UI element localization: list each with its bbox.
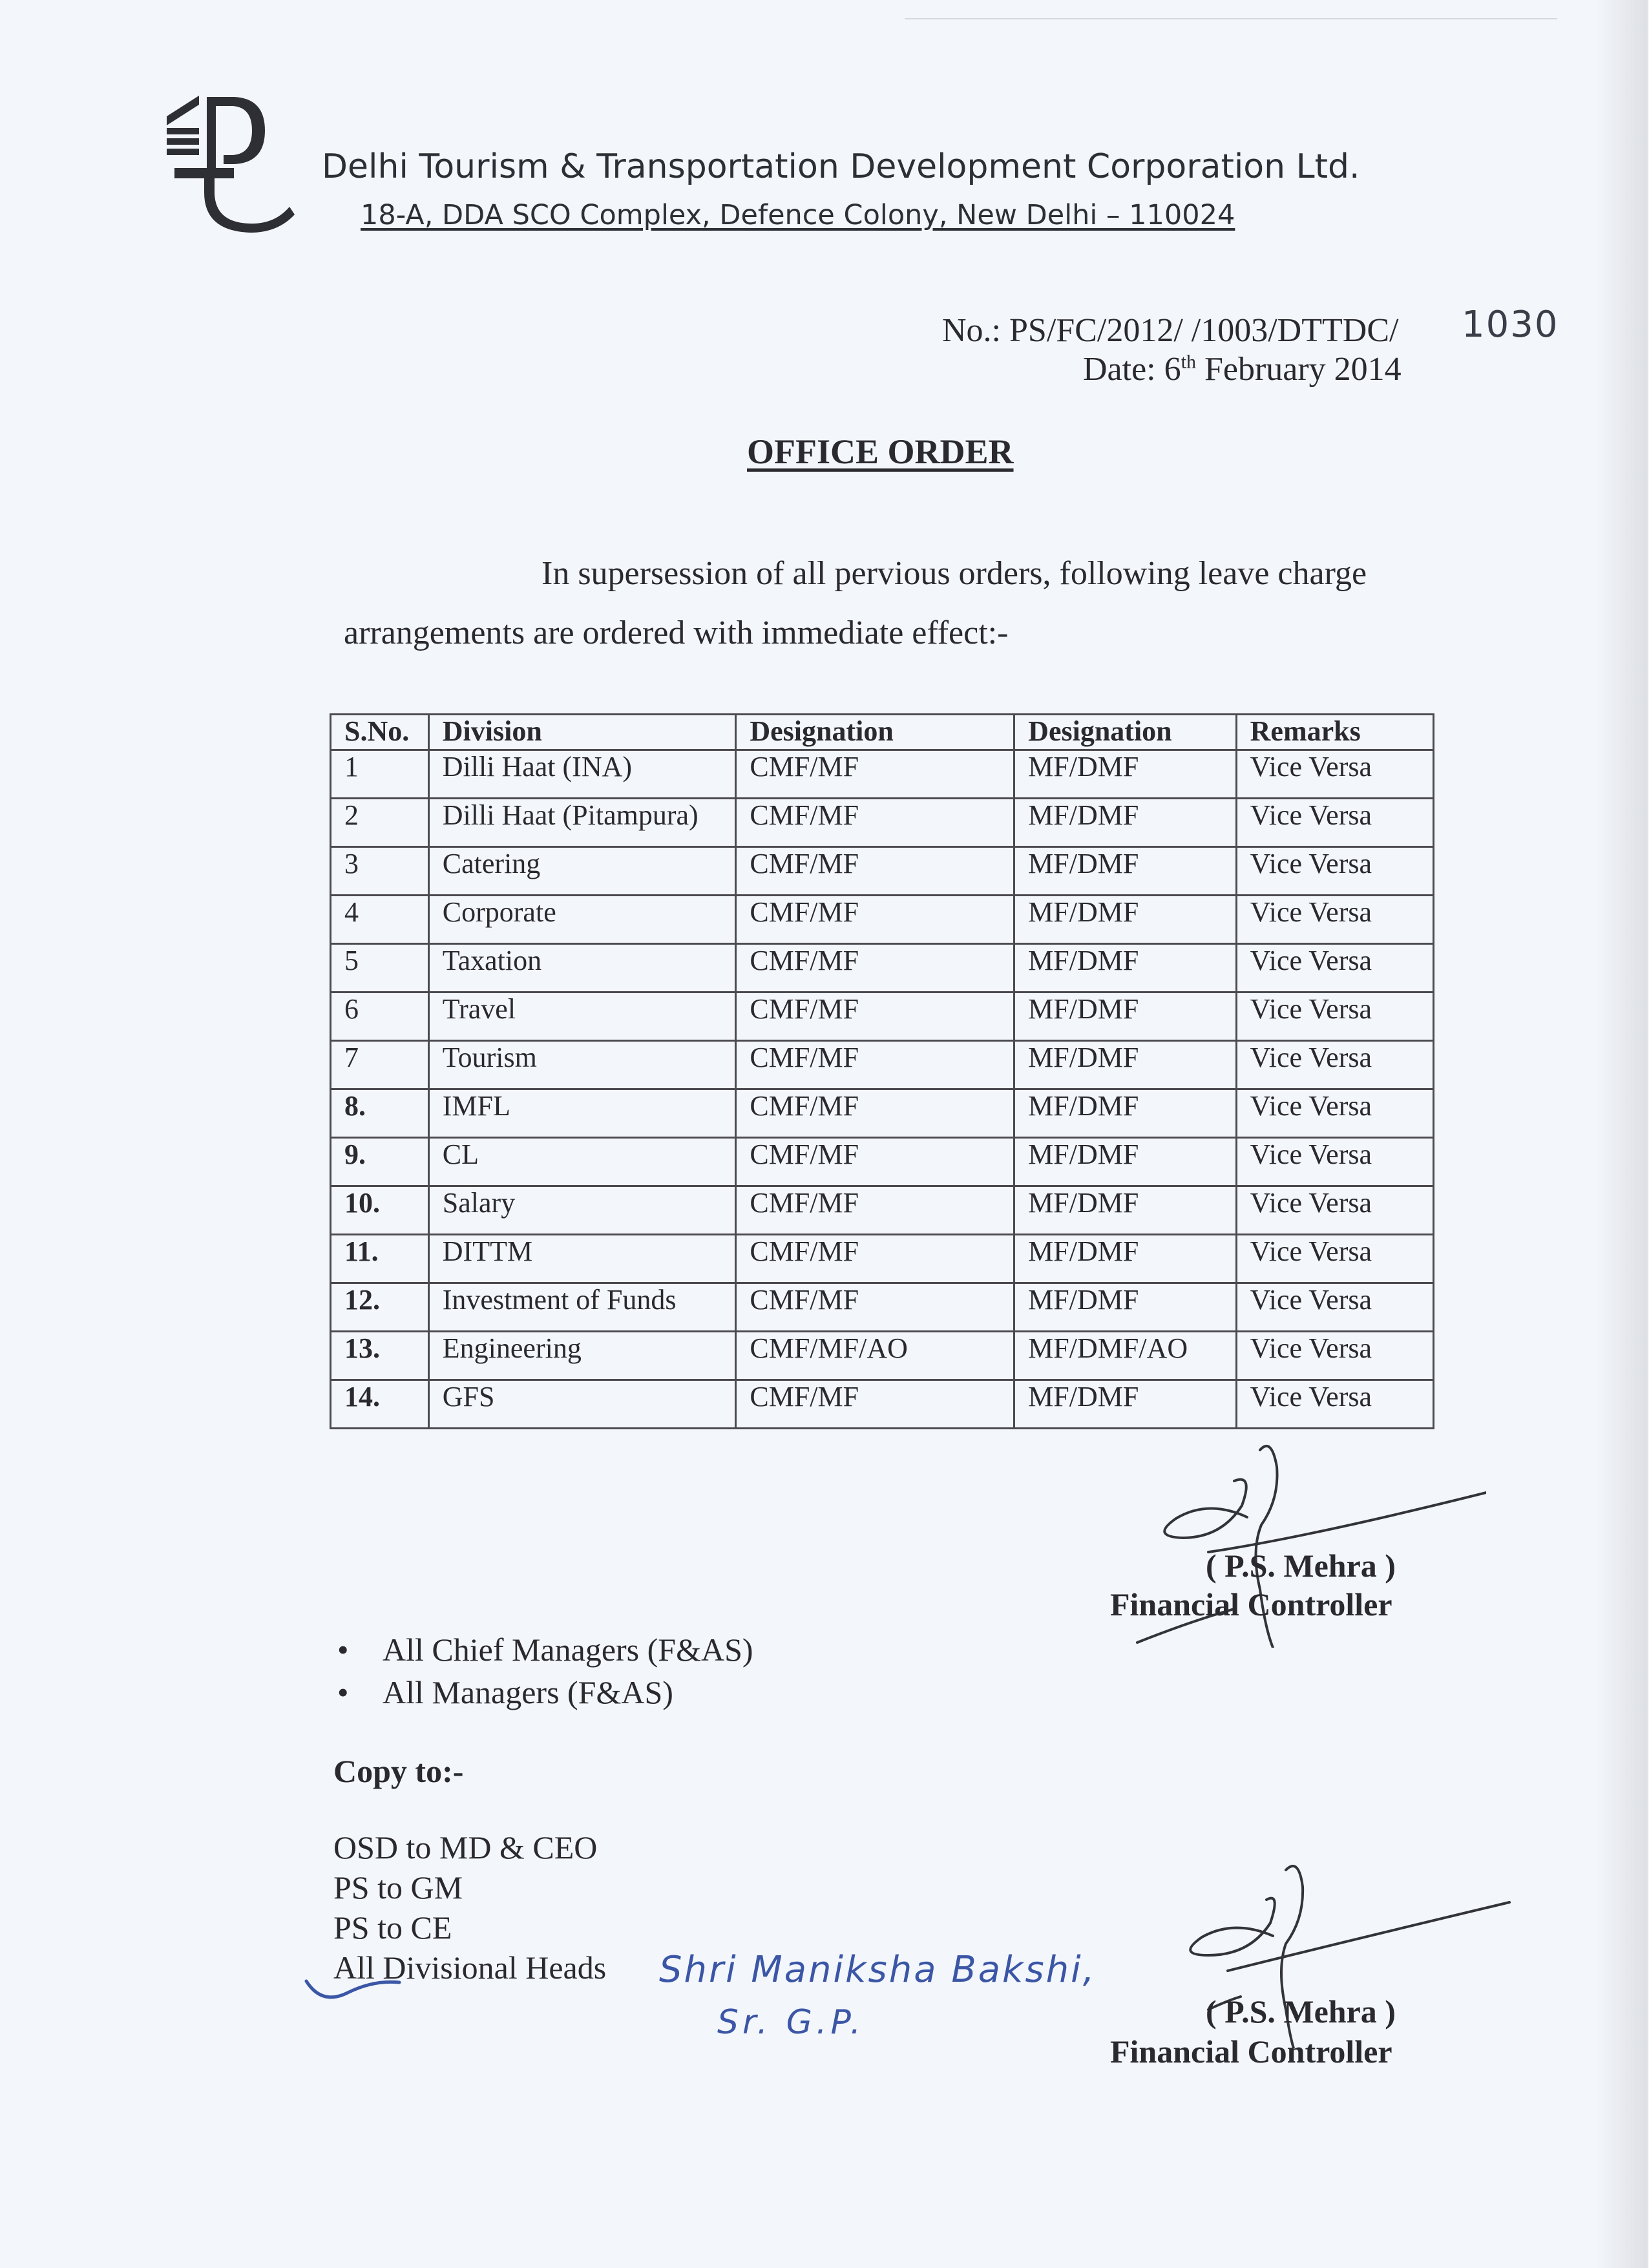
cell-division: Salary [428, 1186, 736, 1235]
cell-sno: 10. [331, 1186, 429, 1235]
cell-division: Corporate [428, 896, 736, 944]
copy-to-item: PS to CE [333, 1909, 452, 1946]
organization-address: 18-A, DDA SCO Complex, Defence Colony, New Delhi – 110024 [361, 199, 1235, 231]
cell-designation-to: MF/DMF [1014, 992, 1236, 1041]
cell-remarks: Vice Versa [1236, 1186, 1433, 1235]
cell-division: Engineering [428, 1332, 736, 1380]
date-rest: February 2014 [1195, 351, 1402, 388]
cell-remarks: Vice Versa [1236, 992, 1433, 1041]
cell-designation-from: CMF/MF [736, 896, 1014, 944]
cell-sno: 11. [331, 1235, 429, 1283]
cell-designation-to: MF/DMF [1014, 1089, 1236, 1138]
cell-remarks: Vice Versa [1236, 896, 1433, 944]
cell-division: Investment of Funds [428, 1283, 736, 1332]
signatory-role: Financial Controller [1110, 1586, 1392, 1622]
table-row [331, 1283, 1434, 1332]
signatory-name-2: ( P.S. Mehra ) [1206, 1993, 1396, 2030]
cell-division: Tourism [428, 1041, 736, 1089]
cell-designation-from: CMF/MF/AO [736, 1332, 1014, 1380]
table-row [331, 992, 1434, 1041]
cell-designation-to: MF/DMF [1014, 1041, 1236, 1089]
cell-remarks: Vice Versa [1236, 1138, 1433, 1186]
cell-division: Taxation [428, 944, 736, 992]
cell-designation-to: MF/DMF [1014, 1380, 1236, 1429]
cell-designation-from: CMF/MF [736, 799, 1014, 847]
cell-designation-from: CMF/MF [736, 1186, 1014, 1235]
table-header-row [331, 715, 1434, 750]
page-top-rule [905, 18, 1557, 19]
header-designation-from: Designation [736, 715, 1014, 750]
cell-designation-from: CMF/MF [736, 1235, 1014, 1283]
cell-designation-to: MF/DMF [1014, 1138, 1236, 1186]
cell-division: CL [428, 1138, 736, 1186]
cell-sno: 9. [331, 1138, 429, 1186]
cell-remarks: Vice Versa [1236, 1380, 1433, 1429]
table-row [331, 944, 1434, 992]
distribution-list [331, 1628, 753, 1714]
body-line-1: In supersession of all pervious orders, following leave charge [541, 555, 1367, 592]
organization-name: Delhi Tourism & Transportation Development Corporation Ltd. [322, 147, 1360, 186]
cell-designation-from: CMF/MF [736, 750, 1014, 799]
leave-charge-table [330, 713, 1434, 1429]
cell-designation-from: CMF/MF [736, 1380, 1014, 1429]
cell-division: Travel [428, 992, 736, 1041]
table-row [331, 1041, 1434, 1089]
cell-designation-from: CMF/MF [736, 1138, 1014, 1186]
table-row [331, 847, 1434, 896]
pen-strike-mark [302, 1967, 406, 2012]
cell-remarks: Vice Versa [1236, 1041, 1433, 1089]
document-title: OFFICE ORDER [747, 432, 1014, 471]
distribution-text: All Chief Managers (F&AS) [383, 1632, 753, 1668]
handwritten-note-name: Shri Maniksha Bakshi, [659, 1949, 1097, 1991]
cell-designation-from: CMF/MF [736, 1089, 1014, 1138]
copy-to-list [333, 1827, 606, 1988]
cell-designation-to: MF/DMF [1014, 896, 1236, 944]
copy-to-label: Copy to:- [333, 1753, 464, 1789]
cell-designation-to: MF/DMF [1014, 1186, 1236, 1235]
header-division: Division [428, 715, 736, 750]
cell-remarks: Vice Versa [1236, 1235, 1433, 1283]
cell-designation-to: MF/DMF/AO [1014, 1332, 1236, 1380]
cell-sno: 13. [331, 1332, 429, 1380]
cell-remarks: Vice Versa [1236, 1283, 1433, 1332]
copy-to-item: OSD to MD & CEO [333, 1829, 598, 1865]
date-prefix: Date: 6 [1083, 351, 1181, 388]
cell-remarks: Vice Versa [1236, 799, 1433, 847]
cell-designation-from: CMF/MF [736, 847, 1014, 896]
cell-sno: 4 [331, 896, 429, 944]
cell-division: IMFL [428, 1089, 736, 1138]
cell-designation-to: MF/DMF [1014, 1283, 1236, 1332]
table-row [331, 1089, 1434, 1138]
table-row [331, 1138, 1434, 1186]
cell-designation-to: MF/DMF [1014, 944, 1236, 992]
scan-shadow [1596, 0, 1648, 2268]
cell-sno: 14. [331, 1380, 429, 1429]
cell-designation-from: CMF/MF [736, 944, 1014, 992]
cell-designation-to: MF/DMF [1014, 799, 1236, 847]
cell-sno: 3 [331, 847, 429, 896]
reference-number: No.: PS/FC/2012/ /1003/DTTDC/ [942, 312, 1399, 349]
cell-sno: 2 [331, 799, 429, 847]
bullet: • [337, 1674, 349, 1710]
cell-designation-to: MF/DMF [1014, 1235, 1236, 1283]
cell-designation-from: CMF/MF [736, 1041, 1014, 1089]
table-row [331, 1235, 1434, 1283]
signatory-name: ( P.S. Mehra ) [1206, 1548, 1396, 1584]
cell-division: GFS [428, 1380, 736, 1429]
table-row [331, 750, 1434, 799]
header-designation-to: Designation [1014, 715, 1236, 750]
distribution-item [331, 1628, 753, 1671]
cell-designation-to: MF/DMF [1014, 847, 1236, 896]
reference-handwritten-suffix: 1030 [1462, 304, 1559, 346]
cell-remarks: Vice Versa [1236, 847, 1433, 896]
copy-to-item: All Divisional Heads [333, 1949, 607, 1986]
copy-to-item: PS to GM [333, 1869, 463, 1906]
cell-designation-from: CMF/MF [736, 1283, 1014, 1332]
cell-designation-to: MF/DMF [1014, 750, 1236, 799]
cell-sno: 6 [331, 992, 429, 1041]
cell-sno: 5 [331, 944, 429, 992]
header-sno: S.No. [331, 715, 429, 750]
cell-designation-from: CMF/MF [736, 992, 1014, 1041]
order-date [1083, 350, 1402, 388]
signatory-role-2: Financial Controller [1110, 2033, 1392, 2070]
table-row [331, 896, 1434, 944]
distribution-item [331, 1671, 753, 1714]
header-remarks: Remarks [1236, 715, 1433, 750]
body-line-2: arrangements are ordered with immediate effect:- [344, 614, 1009, 651]
cell-sno: 7 [331, 1041, 429, 1089]
cell-division: Dilli Haat (INA) [428, 750, 736, 799]
cell-remarks: Vice Versa [1236, 944, 1433, 992]
cell-division: Catering [428, 847, 736, 896]
cell-division: Dilli Haat (Pitampura) [428, 799, 736, 847]
table-row [331, 1186, 1434, 1235]
table-row [331, 799, 1434, 847]
distribution-text: All Managers (F&AS) [383, 1674, 673, 1710]
date-ordinal: th [1181, 351, 1196, 373]
cell-sno: 1 [331, 750, 429, 799]
handwritten-note-title: Sr. G.P. [717, 2003, 865, 2042]
cell-sno: 12. [331, 1283, 429, 1332]
cell-remarks: Vice Versa [1236, 750, 1433, 799]
cell-sno: 8. [331, 1089, 429, 1138]
cell-division: DITTM [428, 1235, 736, 1283]
table-body [331, 750, 1434, 1429]
dttdc-logo [162, 90, 297, 233]
bullet: • [337, 1632, 349, 1668]
cell-remarks: Vice Versa [1236, 1332, 1433, 1380]
cell-remarks: Vice Versa [1236, 1089, 1433, 1138]
table-row [331, 1380, 1434, 1429]
table-row [331, 1332, 1434, 1380]
